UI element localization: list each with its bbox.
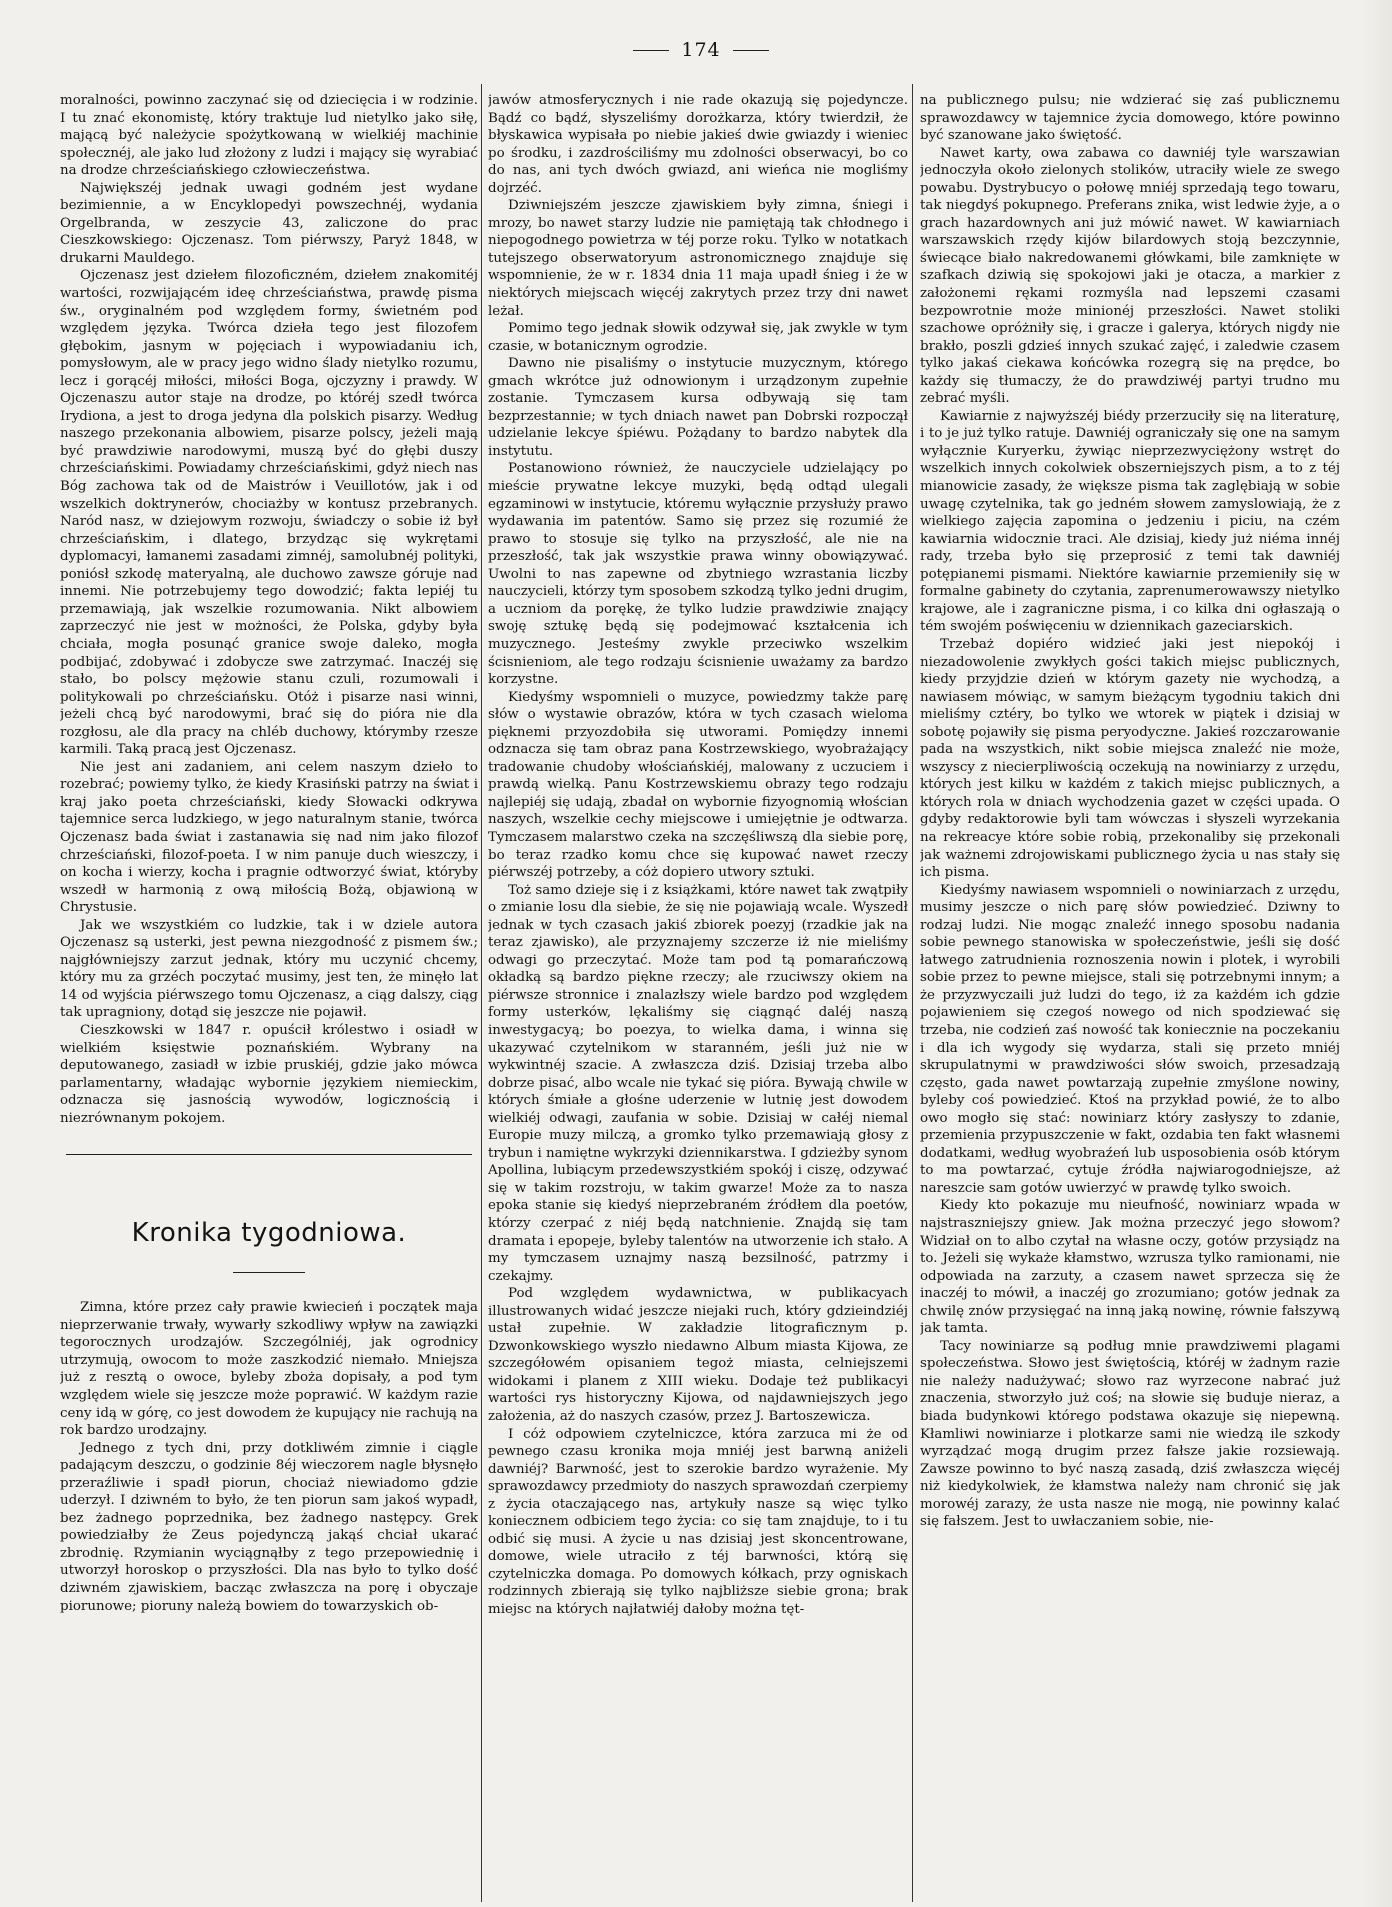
paragraph: Największéj jednak uwagi godném jest wydane bezimiennie, a w Encyklopedyi powszechnéj, wydania Orgelbranda, w zeszycie 43, zaliczone do prac Cieszkowskiego: Ojczenasz. Tom piérwszy, Paryż 1848, w drukarni Mauldego. bbox=[60, 180, 478, 266]
paragraph: Zimna, które przez cały prawie kwiecień i początek maja nieprzerwanie trwały, wywarły szkodliwy wpływ na zawiązki tegorocznych urodzajów. Szczególniéj, jak ogrodnicy utrzymują, owocom to może zaszkodzić niemało. Mniejsza już z resztą o owoce, byleby zboża dopisały, a pod tym względem wiele się jeszcze może poprawić. W każdym razie ceny idą w górę, co jest dowodem że kupujący nie rachują na rok bardzo urodzajny. bbox=[60, 1300, 478, 1439]
paragraph: Nie jest ani zadaniem, ani celem naszym dzieło to rozebrać; powiemy tylko, że kiedy Krasiński patrzy na świat i kraj jako poeta chrześciański, kiedy Słowacki odkrywa tajemnice serca ludzkiego, w jego naturalnym stanie, twórca Ojczenasz bada świat i zastanawia się nad nim jako filozof chrześciański, filozof-poeta. I w nim panuje duch wieszczy, i on kocha i wierzy, kocha i pragnie odtworzyć świat, któryby wszedł w harmonią z ową miłością Bożą, objawioną w Chrystusie. bbox=[60, 759, 478, 916]
page-number-right-dash bbox=[733, 50, 769, 51]
paragraph: moralności, powinno zaczynać się od dziecięcia i w rodzinie. I tu znać ekonomistę, który traktuje lud nietylko jako siłę, mającą być należycie spożytkowaną w wielkiéj machinie społecznéj, ale jako lud złożony z ludzi i mający się wyrabiać na drodze chrześciańskiego człowieczeństwa. bbox=[60, 93, 478, 179]
page-number-left-dash bbox=[633, 50, 669, 51]
paragraph: na publicznego pulsu; nie wdzierać się zaś publicznemu sprawozdawcy w tajemnice życia domowego, które powinno być szanowane jako świętość. bbox=[920, 93, 1340, 144]
column-left bbox=[60, 92, 478, 1892]
paragraph: Pomimo tego jednak słowik odzywał się, jak zwykle w tym czasie, w botanicznym ogrodzie. bbox=[488, 321, 908, 354]
paragraph: Tacy nowiniarze są podług mnie prawdziwemi plagami społeczeństwa. Słowo jest świętością, któréj w żadnym razie nie należy nadużywać; słowo raz wyrzecone nabrać już znaczenia, stworzyło już coś; na słowie się buduje nieraz, a biada budynkowi którego podstawa okazuje się niepewną. Kłamliwi nowiniarze i plotkarze sami nie wiedzą ile szkody wyrządzać mogą drugim przez fałsze jakie rozsiewają. Zawsze powinno to być naszą zasadą, dziś zwłaszcza więcéj niż kiedykolwiek, że kłamstwa należy nam chronić się jak morowéj zarazy, że usta nasze nie mogą, nie powinny kalać się fałszem. Jest to uwłaczaniem sobie, nie- bbox=[920, 1338, 1340, 1530]
paragraph: jawów atmosferycznych i nie rade okazują się pojedyncze. Bądź co bądź, słyszeliśmy dorożkarza, który twierdził, że błyskawica wypisała po niebie jakieś dwie gwiazdy i wieniec po środku, i zazdrościliśmy mu zdolności obserwacyi, bo co do nas, ani tych dwóch gwiazd, ani wieńca nie mogliśmy dojrzéć. bbox=[488, 93, 908, 196]
paragraph: Kawiarnie z najwyższéj biédy przerzuciły się na literaturę, i to je już tylko ratuje. Dawniéj ograniczały się one na samym wyłącznie Kuryerku, żywiąc nieprzezwyciężony wstręt do wszelkich innych cokolwiek obszerniejszych pism, a to z téj mianowicie zasady, że większe pisma tak zaglębiają w sobie uwagę czytelnika, tak go jedném słowem zamyslowiają, że z wielkiego zajęcia zapomina o jedzeniu i piciu, na czém kawiarnia widocznie traci. Ale dzisiaj, kiedy już niéma innéj rady, trzeba było się przeprosić z temi tak dawniéj potępianemi pismami. Niektóre kawiarnie przemieniły się w formalne gabinety do czytania, zaprenumerowawszy nietylko krajowe, ale i zagraniczne pisma, i co kilka dni ogłaszają o tém swojém poświęceniu w dziennikach gazeciarskich. bbox=[920, 408, 1340, 635]
paragraph: Kiedyśmy nawiasem wspomnieli o nowiniarzach z urzędu, musimy jeszcze o nich parę słów powiedzieć. Dziwny to rodzaj ludzi. Nie mogąc znaleźć innego sposobu nadania sobie pewnego stanowiska w społeczeństwie, jeśli się dość łatwego zatrudnienia roznoszenia nowin i plotek, i wyrobili sobie przez to pewne miejsce, stali się potrzebnymi innym; a że przyzwyczaili już ludzi do tego, iż za każdém ich gdzie pojawieniem się czegoś nowego od nich spodziewać się trzeba, nie codzień zaś nowość tak koniecznie na poczekaniu i dla ich wygody się wydarza, stali się przeto mniéj skrupulatnymi w prawdziwości słów swoich, przesadzają często, gada nawet powtarzają zupełnie zmyślone nowiny, byleby coś powiedzieć. Ktoś na przykład powié, że to albo owo mogło się stać: nowiniarz który zasłyszy to zdanie, przemienia przypuszczenie w fakt, ozdabia ten fakt własnemi dodatkami, według wyobraźeń lub usposobienia osób którym to ma powtarzać, cytuje źródła najwiarogodniejsze, aż nareszcie sam gotów uwierzyć w prawdę tylko swoich. bbox=[920, 882, 1340, 1196]
section-heading: Kronika tygodniowa. bbox=[131, 1218, 407, 1249]
column-right bbox=[920, 92, 1340, 1900]
page-edge bbox=[1362, 0, 1392, 1907]
column-rule-right bbox=[912, 84, 913, 1902]
paragraph: Jak we wszystkiém co ludzkie, tak i w dziele autora Ojczenasz są usterki, jest pewna niezgodność z pismem św.; najgłówniejszy zarzut jednak, który mu uczynić chcemy, który mu za grzéch poczytać musimy, jest ten, że minęło lat 14 od wyjścia piérwszego tomu Ojczenasz, a ciąg dalszy, ciąg tak upragniony, dotąd się jeszcze nie pojawił. bbox=[60, 917, 478, 1021]
paragraph: Toż samo dzieje się i z książkami, które nawet tak zwątpiły o zmianie losu dla siebie, że się nie pojawiają wcale. Wyszedł jednak w tych czasach jakiś zbiorek poezyj (rzadkie jak na teraz zjawisko), ale przyznajemy szczerze iż nie mieliśmy odwagi go przeczytać. Może tam pod tą pomarańczową okładką są bardzo piękne rzeczy; ale rzuciwszy okiem na piérwsze stronnice i znalazłszy wiele bardzo pod względem formy usterków, lękaliśmy się ciągnąć daléj naszą inwestygacyą; bo poezya, to wielka dama, i winna się ukazywać czytelnikom w staranném, jeśli już nie w wykwintnéj szacie. A zwłaszcza dziś. Dzisiaj trzeba albo dobrze pisać, albo wcale nie tykać się pióra. Bywają chwile w których śmiałe a głośne uderzenie w lutnię jest dowodem wielkiéj odwagi, zaufania w sobie. Dzisiaj w całéj niemal Europie muzy milczą, a gromko tylko przemawiają głosy z trybun i namiętne wykrzyki dziennikarstwa. I gdzieżby synom Apollina, lubiącym przedewszystkiém spokój i ciszę, odzywać się w takim rozstroju, w takim gwarze! Może za to nasza epoka stanie się kiedyś nieprzebraném źródłem dla poetów, którzy czerpać z niéj będą natchnienie. Znajdą się tam dramata i epopeje, byleby talentów na utworzenie ich stało. A my tymczasem uznajmy naszą bezsilność, patrzmy i czekajmy. bbox=[488, 882, 908, 1284]
paragraph: Jednego z tych dni, przy dotkliwém zimnie i ciągle padającym deszczu, o godzinie 8éj wieczorem nagle błysnęło przeraźliwie i spadł piorun, chociaż niewiadomo gdzie uderzył. I dziwném to było, że ten piorun sam jakoś wypadł, bez żadnego poprzednika, bez żadnego następcy. Grek powiedziałby że Zeus pojedynczą jakąś chciał ukarać zbrodnię. Rzymianin wyciągnąłby z tego przepowiednię i utworzył horoskop o przyszłości. Dla nas było to tylko dość dziwném zjawiskiem, bacząc zwłaszcza na porę i obyczaje piorunowe; pioruny należą bowiem do towarzyskich ob- bbox=[60, 1440, 478, 1614]
paragraph: Kiedyśmy wspomnieli o muzyce, powiedzmy także parę słów o wystawie obrazów, która w tych czasach wieloma pięknemi przyozdobiła się utworami. Pomiędzy innemi odznacza się tam obraz pana Kostrzewskiego, wyobrażający tradowanie chudoby włościańskiéj, malowany z uczuciem i prawdą wielką. Panu Kostrzewskiemu obrazy tego rodzaju najlepiéj się udają, zbadał on wybornie fizyognomią włościan naszych, wszelkie cechy miejscowe i umiejętnie je odtwarza. Tymczasem malarstwo czeka na szczęśliwszą dla siebie porę, bo teraz rzadko komu chce się kupować nawet rzeczy piérwszéj potrzeby, a cóż dopiero utwory sztuki. bbox=[488, 689, 908, 881]
column-middle bbox=[488, 92, 908, 1900]
page-number-text: 174 bbox=[681, 39, 721, 61]
paragraph: Pod względem wydawnictwa, w publikacyach illustrowanych widać jeszcze niejaki ruch, który gdzieindziéj ustał zupełnie. W zakładzie litograficznym p. Dzwonkowskiego wyszło niedawno Album miasta Kijowa, ze szczegółowém opisaniem tegoż miasta, celniejszemi widokami i planem z XIII wieku. Dodaje też publikacyi wartości rys historyczny Kijowa, od najdawniejszych jego założenia, aż do naszych czasów, przez J. Bartoszewicza. bbox=[488, 1286, 908, 1425]
page-number bbox=[620, 39, 782, 61]
paragraph: I cóż odpowiem czytelniczce, która zarzuca mi że od pewnego czasu kronika moja mniéj jest barwną aniżeli dawniéj? Barwność, jest to szerokie bardzo wyrażenie. My sprawozdawcy przedmioty do naszych sprawozdań czerpiemy z życia otaczającego nas, artykuły nasze są więc tylko koniecznem odbiciem tego życia: co się tam znajduje, to i tu odbić się musi. A życie u nas dzisiaj jest skoncentrowane, domowe, wiele utraciło z téj barwności, którą się czytelniczka domaga. Po domowych kółkach, przy ogniskach rodzinnych zbierają się tylko najbliższe siebie grona; brak miejsc na których najłatwiéj dałoby można tęt- bbox=[488, 1426, 908, 1618]
heading-rule bbox=[233, 1272, 305, 1273]
paragraph: Dawno nie pisaliśmy o instytucie muzycznym, którego gmach wkrótce już odnowionym i urządzonym zupełnie zostanie. Tymczasem kursa odbywają się tam bezprzestannie; w tych dniach nawet pan Dobrski rozpoczął udzielanie lekcye śpiéwu. Pożądany to bardzo nabytek dla instytutu. bbox=[488, 356, 908, 459]
paragraph: Cieszkowski w 1847 r. opuścił królestwo i osiadł w wielkiém księstwie poznańskiém. Wybrany na deputowanego, zasiadł w izbie pruskiéj, gdzie jako mówca parlamentarny, władając wybornie językiem niemieckim, odznacza się jasnością wywodów, logicznością i niezrównanym pokojem. bbox=[60, 1022, 478, 1126]
paragraph: Dziwniejszém jeszcze zjawiskiem były zimna, śniegi i mrozy, bo nawet starzy ludzie nie pamiętają tak chłodnego i niepogodnego powietrza w téj porze roku. Tylko w notatkach tutejszego obserwatoryum astronomicznego znajduje się wspomnienie, że w r. 1834 dnia 11 maja upadł śnieg i że w niektórych miejscach więcéj zakrytych przez trzy dni nawet leżał. bbox=[488, 198, 908, 319]
column-rule-left bbox=[481, 84, 482, 1902]
paragraph: Ojczenasz jest dziełem filozoficzném, dziełem znakomitéj wartości, rozwijającém ideę chrześciaństwa, prawdę pisma św., oryginalném pod względem formy, świetném pod względem języka. Twórca dzieła tego jest filozofem głębokim, jasnym w pojęciach i wypowiadaniu ich, pomysłowym, ale w pracy jego widno ślady nietylko rozumu, lecz i gorącéj miłości, miłości Boga, ojczyzny i prawdy. W Ojczenaszu autor staje na drodze, po któréj szedł twórca Irydiona, a jest to droga jedyna dla polskich pisarzy. Według naszego przekonania albowiem, pisarze polscy, jeżeli mają być prawdziwie narodowymi, muszą być do głębi duszy chrześciańskimi. Powiadamy chrześciańskimi, gdyż niech nas Bóg zachowa tak od de Maistrów i Veuillotów, jak i od wszelkich doktrynerów, chociażby w kontusz przebranych. Naród nasz, w dziejowym rozwoju, świadczy o sobie iż był chrześciańskim, i dlatego, brzydząc się wykrętami dyplomacyi, łamanemi zasadami zimnéj, samolubnéj polityki, poniósł szkodę materyalną, ale duchowo zawsze góruje nad innemi. Nie potrzebujemy tego dowodzić; fakta lepiéj tu przemawiają, jak wszelkie rozumowania. Nikt albowiem zaprzeczyć nie jest w możności, że Polska, gdyby była chciała, mogła posunąć granice swoje daleko, mogła podbijać, zdobywać i zdobycze swe zatrzymać. Inaczéj się stało, bo polscy mężowie stanu czuli, rozumowali i politykowali po chrześciańsku. Otóż i pisarze nasi winni, jeżeli chcą być narodowymi, brać się do pióra nie dla rozgłosu, ale dla pracy na chléb duchowy, którymby rzesze karmili. Taką pracą jest Ojczenasz. bbox=[60, 268, 478, 758]
paragraph: Postanowiono również, że nauczyciele udzielający po mieście prywatne lekcye muzyki, będą odtąd ulegali egzaminowi w instytucie, któremu wyłącznie przysłuży prawo wydawania im patentów. Samo się przez się rozumié że prawo to stosuje się tylko na przyszłość, ale nie na przeszłość, tak jak wszystkie prawa winny obowiązywać. Uwolni to nas zapewne od zbytniego wzrastania liczby nauczycieli, którzy tym sposobem szkodzą tylko jedni drugim, a uczniom da porękę, że tylko ludzie prawdziwie znający swoję sztukę będą się podejmować kształcenia ich muzycznego. Jesteśmy zwykle przeciwko wszelkim ścisnieniom, ale tego rodzaju ścisnienie uważamy za bardzo korzystne. bbox=[488, 461, 908, 688]
paragraph: Kiedy kto pokazuje mu nieufność, nowiniarz wpada w najstraszniejszy gniew. Jak można przeczyć jego słowom? Widział on to albo czytał na własne oczy, gotów przysiądz na to. Jeżeli się wykaże kłamstwo, wzrusza tylko ramionami, nie odpowiada na zarzuty, a czasem nawet sprzecza się że inaczéj to mówił, a inaczéj go zrozumiano; gotów jednak za chwilę znów przysięgać na inną jaką nowinę, równie fałszywą jak tamta. bbox=[920, 1198, 1340, 1337]
section-separator bbox=[66, 1154, 472, 1155]
paragraph: Nawet karty, owa zabawa co dawniéj tyle warszawian jednoczyła około zielonych stolików, utraciły wiele ze swego powabu. Dystrybucyo o połowę mniéj sprzedają tego towaru, tak niegdyś pokupnego. Preferans znika, wist ledwie żyje, a o grach hazardownych ani już mówić nawet. W kawiarniach warszawskich rzędy kijów bilardowych stoją bezczynnie, świecące biało nakredowanemi główkami, bile zamknięte w szafkach dziwią się spokojowi jaki je otacza, a markier z założonemi rękami rozmyśla nad lepszemi czasami bezpowrotnie może minionéj przeszłości. Nawet stoliki szachowe opróżniły się, i gracze i galerya, których nigdy nie brakło, poszli gdzieś innych szukać zajęć, i zaledwie czasem tylko jakaś ciekawa końcówka rozegrą się na prędce, bo każdy się tłumaczy, że do prawdziwéj partyi trudno mu zebrać myśli. bbox=[920, 145, 1340, 407]
paragraph: Trzebaż dopiéro widzieć jaki jest niepokój i niezadowolenie zwykłych gości takich miejsc publicznych, kiedy przyjdzie dzień w którym gazety nie wychodzą, a nawiasem mówiąc, w samym bieżącym tygodniu takich dni mieliśmy cztéry, bo tylko we wtorek w piątek i dzisiaj w sobotę pojawiły się pisma peryodyczne. Jakieś rozczarowanie pada na wszystkich, nikt sobie miejsca znaleźć nie może, wszyscy z niecierpliwością oczekują na nowiniarzy z urzędu, których jest kilku w każdém z takich miejsc publicznych, a których rola w dniach wychodzenia gazet w części upada. O gdyby redaktorowie byli tam wówczas i słyszeli wyrzekania na rekreacye które sobie robią, przekonaliby się przekonali jak ważnemi zdrojowiskami publicznego życia u nas stały się ich pisma. bbox=[920, 636, 1340, 881]
